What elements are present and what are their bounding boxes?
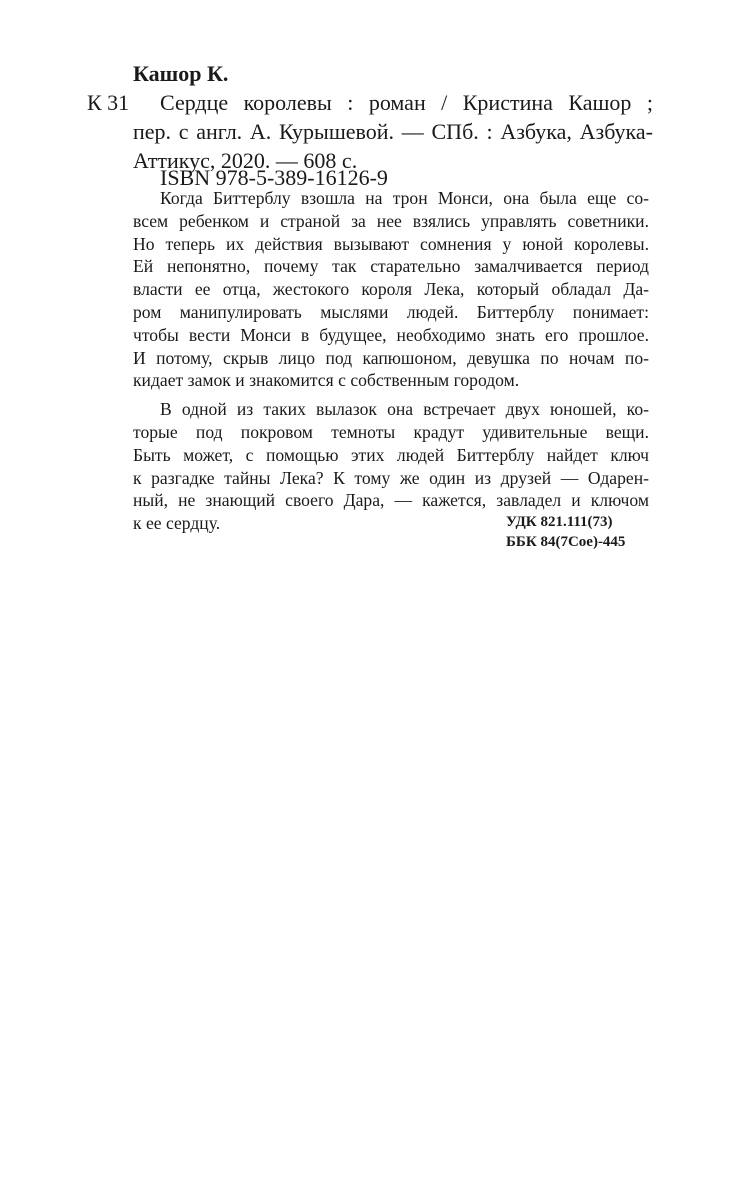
- annotation-line: Ей непонятно, почему так старательно замалчивается период: [133, 256, 649, 277]
- annotation-paragraph: [133, 187, 649, 392]
- biblio-line: Сердце королевы : роман / Кристина Кашор ;: [160, 90, 653, 115]
- biblio-line: Аттикус, 2020. — 608 с.: [133, 148, 358, 173]
- annotation: [133, 187, 649, 535]
- annotation-line: чтобы вести Монси в будущее, необходимо знать его прошлое.: [133, 324, 649, 345]
- annotation-line: ный, не знающий своего Дара, — кажется, завладел и ключом: [133, 490, 649, 511]
- annotation-line: к разгадке тайны Лека? К тому же один из друзей — Одарен-: [133, 467, 649, 488]
- annotation-line: Когда Биттерблу взошла на трон Монси, она была еще со-: [160, 188, 649, 208]
- classification-codes: [506, 512, 625, 552]
- annotation-line: кидает замок и знакомится с собственным городом.: [133, 370, 520, 391]
- udk-code: УДК 821.111(73): [506, 514, 613, 530]
- annotation-line: торые под покровом темноты крадут удивительные вещи.: [133, 421, 649, 442]
- isbn: ISBN 978-5-389-16126-9: [160, 165, 388, 190]
- annotation-line: И потому, скрыв лицо под капюшоном, девушка по ночам по-: [133, 347, 649, 368]
- bbk-code: ББК 84(7Сое)-445: [506, 534, 626, 550]
- annotation-line: ром манипулировать мыслями людей. Биттерблу понимает:: [133, 301, 649, 322]
- author-heading: Кашор К.: [133, 61, 229, 86]
- annotation-line: к ее сердцу.: [133, 513, 221, 534]
- annotation-line: власти ее отца, жестокого короля Лека, который обладал Да-: [133, 279, 649, 300]
- bibliographic-description: [133, 88, 653, 175]
- annotation-line: В одной из таких вылазок она встречает двух юношей, ко-: [160, 399, 649, 420]
- biblio-line: пер. с англ. А. Курышевой. — СПб. : Азбука, Азбука-: [133, 119, 653, 144]
- annotation-line: Но теперь их действия вызывают сомнения у юной королевы.: [133, 233, 649, 254]
- annotation-line: всем ребенком и страной за нее взялись управлять советники.: [133, 210, 649, 231]
- annotation-line: Быть может, с помощью этих людей Биттерблу найдет ключ: [133, 444, 649, 465]
- catalog-index: К 31: [87, 90, 130, 115]
